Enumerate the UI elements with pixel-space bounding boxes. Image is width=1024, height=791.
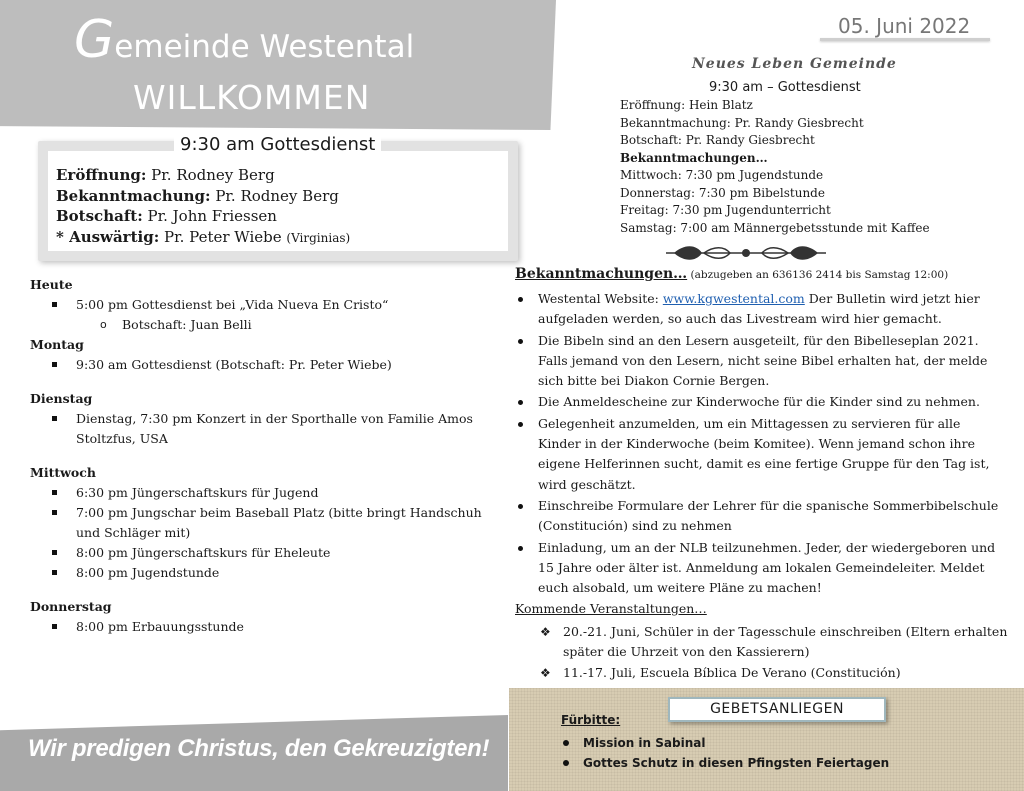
diamond-bullet-icon: ❖ xyxy=(540,625,551,639)
ornament-divider-icon xyxy=(664,244,828,262)
prayer-label: GEBETSANLIEGEN xyxy=(668,697,886,722)
nlg-line: Eröffnung: Hein Blatz xyxy=(620,98,753,112)
list-item: Einladung, um an der NLB teilzunehmen. Jeder, der wiedergeboren und 15 Jahre oder älter ist. Anmeldung am lokalen Gemeindeleiter. Meldet euch alsobald, um weitere Pläne zu machen! xyxy=(515,538,1007,599)
service-line: Eröffnung: Pr. Rodney Berg xyxy=(56,166,275,184)
diamond-bullet-icon: ❖ xyxy=(540,665,551,680)
church-name: Gemeinde Westental xyxy=(74,10,415,70)
announcements-list xyxy=(515,289,1007,598)
list-item: ❖ 20.-21. Juni, Schüler in der Tagesschule einschreiben (Eltern erhalten später die Uhrzeit von den Kassierern) xyxy=(540,624,1008,660)
welcome-heading: WILLKOMMEN xyxy=(133,78,371,117)
list-item: Die Bibeln sind an den Lesern ausgeteilt, für den Bibelleseplan 2021. Falls jemand von den Lesern, nicht seine Bibel erhalten hat, der melde sich bitte bei Diakon Cornie Bergen. xyxy=(515,331,1007,392)
list-item: Gelegenheit anzumelden, um ein Mittagessen zu servieren für alle Kinder in der Kinderwoche (beim Komitee). Wenn jemand schon ihre eigene Helferinnen sucht, damit es eine fertige Gruppe für den Tag ist, wird geschätzt. xyxy=(515,414,1007,495)
neues-leben-lines xyxy=(620,97,930,237)
list-item: 5:00 pm Gottesdienst bei „Vida Nueva En Cristo“ xyxy=(30,295,500,315)
nlg-line: Freitag: 7:30 pm Jugendunterricht xyxy=(620,203,831,217)
list-item: ❖ 11.-17. Juli, Escuela Bíblica De Verano (Constitución) xyxy=(540,663,1010,683)
nlg-line: Bekanntmachungen… xyxy=(620,150,768,165)
list-item: Mission in Sabinal xyxy=(561,733,889,753)
nlg-line: Donnerstag: 7:30 pm Bibelstunde xyxy=(620,185,825,200)
list-item: Dienstag, 7:30 pm Konzert in der Sporthalle von Familie Amos Stoltzfus, USA xyxy=(30,409,500,449)
day-heading: Heute xyxy=(30,277,73,292)
nlg-line: Samstag: 7:00 am Männergebetsstunde mit Kaffee xyxy=(620,220,930,235)
bulletin-date: 05. Juni 2022 xyxy=(838,14,971,38)
list-item: Einschreibe Formulare der Lehrer für die spanische Sommerbibelschule (Constitución) sind zu nehmen xyxy=(515,496,1007,537)
list-item: 8:00 pm Erbauungsstunde xyxy=(30,617,500,637)
service-line: Botschaft: Pr. John Friessen xyxy=(56,207,277,225)
nlg-line: Botschaft: Pr. Randy Giesbrecht xyxy=(620,133,815,147)
neues-leben-title: Neues Leben Gemeinde xyxy=(692,56,897,72)
day-heading: Montag xyxy=(30,337,84,352)
list-item: 6:30 pm Jüngerschaftskurs für Jugend xyxy=(30,483,500,503)
day-heading: Dienstag xyxy=(30,391,93,406)
list-item: 8:00 pm Jugendstunde xyxy=(30,563,500,583)
footer-slogan: Wir predigen Christus, den Gekreuzigten! xyxy=(28,735,490,762)
service-title: 9:30 am Gottesdienst xyxy=(174,134,381,155)
nlg-line: Bekanntmachung: Pr. Randy Giesbrecht xyxy=(620,115,864,130)
upcoming-list xyxy=(540,622,1010,683)
website-link[interactable]: www.kgwestental.com xyxy=(662,291,805,306)
list-item: Die Anmeldescheine zur Kinderwoche für die Kinder sind zu nehmen. xyxy=(515,392,1007,412)
list-item: 9:30 am Gottesdienst (Botschaft: Pr. Peter Wiebe) xyxy=(30,355,500,375)
announcements-heading: Bekanntmachungen… (abzugeben an 636136 2414 bis Samstag 12:00) xyxy=(515,266,949,282)
day-heading: Mittwoch xyxy=(30,465,96,480)
service-line: Bekanntmachung: Pr. Rodney Berg xyxy=(56,186,339,205)
date-underline xyxy=(820,38,990,41)
nlg-line: Mittwoch: 7:30 pm Jugendstunde xyxy=(620,168,824,182)
list-sub-item: o Botschaft: Juan Belli xyxy=(30,315,500,335)
neues-leben-time: 9:30 am – Gottesdienst xyxy=(709,80,861,95)
service-line: * Auswärtig: Pr. Peter Wiebe (Virginias) xyxy=(56,227,351,246)
list-item: 7:00 pm Jungschar beim Baseball Platz (bitte bringt Handschuh und Schläger mit) xyxy=(30,503,500,543)
prayer-heading: Fürbitte: xyxy=(561,713,621,727)
day-heading: Donnerstag xyxy=(30,599,112,614)
upcoming-heading: Kommende Veranstaltungen… xyxy=(515,601,707,616)
weekly-schedule xyxy=(30,275,500,637)
service-lines xyxy=(56,165,350,248)
list-item: Westental Website: www.kgwestental.com Der Bulletin wird jetzt hier aufgeladen werden, so auch das Livestream wird hier gemacht. xyxy=(515,289,1007,330)
list-item: Gottes Schutz in diesen Pfingsten Feiertagen xyxy=(561,753,889,773)
prayer-list xyxy=(561,733,889,773)
list-item: 8:00 pm Jüngerschaftskurs für Eheleute xyxy=(30,543,500,563)
